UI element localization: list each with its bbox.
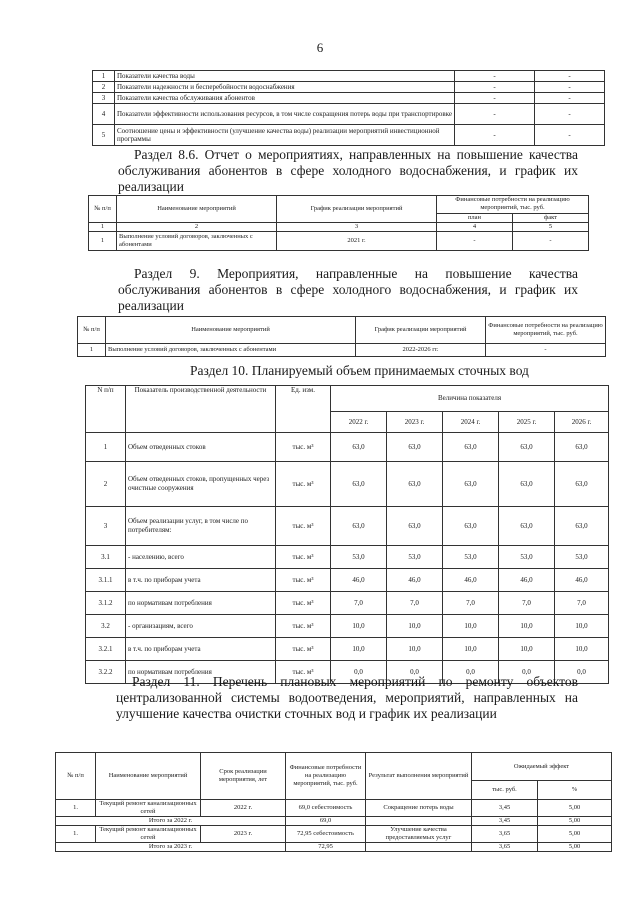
table-row <box>78 344 606 357</box>
cell-value: 53,0 <box>331 546 387 569</box>
cell-name: по нормативам потребления <box>126 661 276 684</box>
section-8-6-table <box>88 195 589 251</box>
cell-value: 46,0 <box>499 569 555 592</box>
page-number: 6 <box>316 40 324 55</box>
table-row <box>93 82 605 93</box>
cell-value: - <box>535 71 605 82</box>
cell-total: Итого за 2022 г. <box>56 817 286 826</box>
cell-value: 63,0 <box>499 433 555 462</box>
cell-value: 53,0 <box>387 546 443 569</box>
cell-value: - <box>455 82 535 93</box>
cell-unit: тыс. м³ <box>276 546 331 569</box>
cell-value: 53,0 <box>443 546 499 569</box>
cell-value: 0,0 <box>331 661 387 684</box>
cell-value: 10,0 <box>387 638 443 661</box>
cell-num: 3.2.1 <box>86 638 126 661</box>
header-name: Наименование мероприятий <box>106 317 356 344</box>
header-term: Срок реализации мероприятия, лет <box>201 753 286 800</box>
cell-name: Выполнение условий договоров, заключенных с абонентами <box>117 232 277 251</box>
cell-value: 63,0 <box>555 433 609 462</box>
header-year: 2025 г. <box>499 412 555 433</box>
header-year: 2022 г. <box>331 412 387 433</box>
table-row <box>86 433 609 462</box>
col-number: 2 <box>117 223 277 232</box>
cell-num: 3.1 <box>86 546 126 569</box>
cell-empty <box>366 817 472 826</box>
table-row <box>86 638 609 661</box>
cell-num: 3.2.2 <box>86 661 126 684</box>
cell-value: 0,0 <box>555 661 609 684</box>
cell-value: 63,0 <box>555 462 609 507</box>
header-fin: Финансовые потребности на реализацию мероприятий, тыс. руб. <box>286 753 366 800</box>
cell-value: 53,0 <box>499 546 555 569</box>
cell-value: 63,0 <box>387 507 443 546</box>
section-10-table <box>85 385 609 684</box>
table-row <box>86 462 609 507</box>
cell-term: 2022 г. <box>201 800 286 817</box>
cell-value: 63,0 <box>443 462 499 507</box>
cell-pct: 5,00 <box>538 817 612 826</box>
cell-value: 10,0 <box>555 638 609 661</box>
cell-pct: 5,00 <box>538 843 612 852</box>
cell-pct: 5,00 <box>538 826 612 843</box>
cell-value: 63,0 <box>331 507 387 546</box>
header-name: Наименование мероприятий <box>96 753 201 800</box>
section-10-heading: Раздел 10. Планируемый объем принимаемых сточных вод <box>190 363 529 378</box>
cell-value: 63,0 <box>331 462 387 507</box>
cell-plan: - <box>437 232 513 251</box>
cell-value: 0,0 <box>499 661 555 684</box>
cell-value: 7,0 <box>387 592 443 615</box>
table-header-row <box>78 317 606 344</box>
cell-value: 7,0 <box>443 592 499 615</box>
header-unit: Ед. изм. <box>276 386 331 433</box>
cell-value: 53,0 <box>555 546 609 569</box>
heading-line: реализации <box>118 298 184 313</box>
cell-value: 63,0 <box>331 433 387 462</box>
cell-name: в т.ч. по приборам учета <box>126 638 276 661</box>
header-pct: % <box>538 781 612 800</box>
cell-num: 2 <box>86 462 126 507</box>
heading-line: реализации <box>118 179 184 194</box>
cell-value: - <box>455 104 535 125</box>
table-row <box>56 800 612 817</box>
col-number: 4 <box>437 223 513 232</box>
cell-rub: 3,45 <box>472 817 538 826</box>
cell-fin: 69,0 <box>286 817 366 826</box>
cell-num: 1 <box>89 232 117 251</box>
header-num: № п/п <box>56 753 96 800</box>
table-row <box>86 569 609 592</box>
cell-pct: 5,00 <box>538 800 612 817</box>
table-total-row <box>56 843 612 852</box>
header-num: № п/п <box>89 196 117 223</box>
cell-rub: 3,65 <box>472 826 538 843</box>
cell-unit: тыс. м³ <box>276 661 331 684</box>
cell-fin: 72,95 себестоимость <box>286 826 366 843</box>
header-plan: план <box>437 213 513 222</box>
table-row <box>93 104 605 125</box>
cell-value: 10,0 <box>555 615 609 638</box>
cell-value: - <box>535 125 605 146</box>
heading-line: централизованной системы водоотведения, мероприятий, направленных на <box>116 690 578 705</box>
cell-unit: тыс. м³ <box>276 462 331 507</box>
table-row <box>56 826 612 843</box>
header-schedule: График реализации мероприятий <box>277 196 437 223</box>
heading-line: обслуживания абонентов в сфере холодного водоснабжения, и график их <box>118 282 578 297</box>
cell-total: Итого за 2023 г. <box>56 843 286 852</box>
cell-value: 46,0 <box>555 569 609 592</box>
cell-value: 63,0 <box>387 462 443 507</box>
cell-value: 63,0 <box>499 462 555 507</box>
cell-value: 10,0 <box>331 615 387 638</box>
cell-rub: 3,45 <box>472 800 538 817</box>
header-name: Показатель производственной деятельности <box>126 386 276 433</box>
cell-value: - <box>535 93 605 104</box>
cell-value: 46,0 <box>443 569 499 592</box>
cell-schedule: 2021 г. <box>277 232 437 251</box>
cell-num: 3.2 <box>86 615 126 638</box>
cell-num: 3 <box>86 507 126 546</box>
cell-value: - <box>455 93 535 104</box>
header-fact: факт <box>513 213 589 222</box>
table-header-row <box>56 753 612 781</box>
cell-value: 63,0 <box>443 507 499 546</box>
cell-num: 1. <box>56 826 96 843</box>
heading-line: улучшение качества очистки сточных вод и график их реализации <box>116 706 497 721</box>
table-row <box>93 93 605 104</box>
cell-fin: - <box>486 344 606 357</box>
cell-value: 63,0 <box>555 507 609 546</box>
cell-name: Объем реализации услуг, в том числе по потребителям: <box>126 507 276 546</box>
cell-value: 7,0 <box>555 592 609 615</box>
table-row <box>86 615 609 638</box>
table-row <box>93 125 605 146</box>
cell-value: 0,0 <box>443 661 499 684</box>
cell-value: 10,0 <box>387 615 443 638</box>
cell-name: в т.ч. по приборам учета <box>126 569 276 592</box>
cell-num: 3.1.2 <box>86 592 126 615</box>
cell-result: Улучшение качества предоставляемых услуг <box>366 826 472 843</box>
header-fin: Финансовые потребности на реализацию мероприятий, тыс. руб. <box>437 196 589 214</box>
cell-unit: тыс. м³ <box>276 638 331 661</box>
cell-unit: тыс. м³ <box>276 592 331 615</box>
cell-value: - <box>535 104 605 125</box>
cell-value: 10,0 <box>499 615 555 638</box>
cell-name: - организациям, всего <box>126 615 276 638</box>
cell-name: Показатели качества воды <box>115 71 455 82</box>
header-year: 2024 г. <box>443 412 499 433</box>
table-header-row <box>86 386 609 412</box>
section-8-6-heading <box>118 147 578 195</box>
cell-value: 7,0 <box>331 592 387 615</box>
cell-value: 10,0 <box>443 615 499 638</box>
table-total-row <box>56 817 612 826</box>
header-effect: Ожидаемый эффект <box>472 753 612 781</box>
header-schedule: График реализации мероприятий <box>356 317 486 344</box>
cell-value: 10,0 <box>331 638 387 661</box>
cell-fact: - <box>513 232 589 251</box>
table-row <box>86 546 609 569</box>
cell-name: Показатели надежности и бесперебойности водоснабжения <box>115 82 455 93</box>
cell-name: Показатели качества обслуживания абонентов <box>115 93 455 104</box>
table-row <box>86 592 609 615</box>
cell-term: 2023 г. <box>201 826 286 843</box>
cell-fin: 72,95 <box>286 843 366 852</box>
cell-empty <box>366 843 472 852</box>
cell-value: - <box>535 82 605 93</box>
table-header-row <box>89 196 589 214</box>
cell-value: 46,0 <box>331 569 387 592</box>
table-row <box>86 507 609 546</box>
table-row <box>89 232 589 251</box>
heading-line: Раздел 8.6. Отчет о мероприятиях, направленных на повышение качества <box>134 147 578 162</box>
cell-value: - <box>455 125 535 146</box>
section-9-heading <box>118 266 578 314</box>
cell-value: 7,0 <box>499 592 555 615</box>
cell-name: Текущий ремонт канализационных сетей <box>96 800 201 817</box>
cell-num: 1 <box>93 71 115 82</box>
cell-name: Показатели эффективности использования ресурсов, в том числе сокращения потерь воды при транспортировке <box>115 104 455 125</box>
cell-num: 1 <box>86 433 126 462</box>
header-year: 2023 г. <box>387 412 443 433</box>
table-row <box>93 71 605 82</box>
cell-name: Выполнение условий договоров, заключенных с абонентами <box>106 344 356 357</box>
header-rub: тыс. руб. <box>472 781 538 800</box>
col-number: 1 <box>89 223 117 232</box>
cell-num: 3 <box>93 93 115 104</box>
heading-line: Раздел 11. Перечень плановых мероприятий по ремонту объектов <box>132 674 578 689</box>
cell-fin: 69,0 себестоимость <box>286 800 366 817</box>
cell-num: 5 <box>93 125 115 146</box>
cell-unit: тыс. м³ <box>276 615 331 638</box>
cell-num: 4 <box>93 104 115 125</box>
cell-name: Соотношение цены и эффективности (улучшение качества воды) реализации мероприятий инвестиционной программы <box>115 125 455 146</box>
cell-value: 46,0 <box>387 569 443 592</box>
header-num: N п/п <box>86 386 126 433</box>
cell-value: 10,0 <box>499 638 555 661</box>
header-result: Результат выполнения мероприятий <box>366 753 472 800</box>
cell-name: - населению, всего <box>126 546 276 569</box>
cell-name: Объем отведенных стоков, пропущенных через очистные сооружения <box>126 462 276 507</box>
cell-value: 63,0 <box>443 433 499 462</box>
cell-value: 10,0 <box>443 638 499 661</box>
cell-num: 1 <box>78 344 106 357</box>
cell-value: 63,0 <box>387 433 443 462</box>
cell-unit: тыс. м³ <box>276 433 331 462</box>
section-9-table <box>77 316 606 357</box>
cell-result: Сокращение потерь воды <box>366 800 472 817</box>
header-name: Наименование мероприятий <box>117 196 277 223</box>
header-year: 2026 г. <box>555 412 609 433</box>
header-value: Величина показателя <box>331 386 609 412</box>
cell-num: 1. <box>56 800 96 817</box>
cell-num: 3.1.1 <box>86 569 126 592</box>
cell-num: 2 <box>93 82 115 93</box>
cell-name: Объем отведенных стоков <box>126 433 276 462</box>
cell-rub: 3,65 <box>472 843 538 852</box>
cell-name: Текущий ремонт канализационных сетей <box>96 826 201 843</box>
heading-line: обслуживания абонентов в сфере холодного водоснабжения, и график их <box>118 163 578 178</box>
table-row <box>89 223 589 232</box>
col-number: 5 <box>513 223 589 232</box>
header-num: № п/п <box>78 317 106 344</box>
header-fin: Финансовые потребности на реализацию мероприятий, тыс. руб. <box>486 317 606 344</box>
cell-value: - <box>455 71 535 82</box>
cell-schedule: 2022-2026 гг. <box>356 344 486 357</box>
heading-line: Раздел 9. Мероприятия, направленные на повышение качества <box>134 266 578 281</box>
cell-name: по нормативам потребления <box>126 592 276 615</box>
col-number: 3 <box>277 223 437 232</box>
indicators-table <box>92 70 605 146</box>
section-11-table <box>55 752 612 852</box>
cell-unit: тыс. м³ <box>276 507 331 546</box>
section-11-heading <box>116 674 578 722</box>
cell-value: 63,0 <box>499 507 555 546</box>
cell-unit: тыс. м³ <box>276 569 331 592</box>
cell-value: 0,0 <box>387 661 443 684</box>
